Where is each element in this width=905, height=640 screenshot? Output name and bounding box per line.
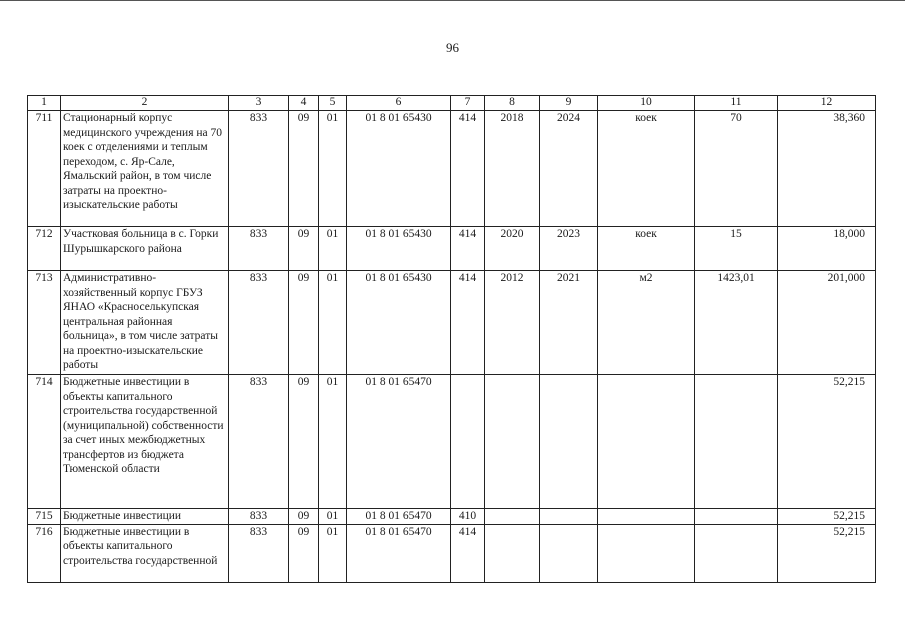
header-cell: 5 bbox=[319, 96, 347, 111]
cell-target-article: 01 8 01 65470 bbox=[347, 524, 451, 582]
row-number: 711 bbox=[28, 111, 61, 227]
cell-amount: 52,215 bbox=[778, 375, 876, 509]
page-number: 96 bbox=[446, 40, 459, 55]
cell-start-year: 2020 bbox=[485, 227, 540, 271]
header-cell: 11 bbox=[695, 96, 778, 111]
cell-capacity: 1423,01 bbox=[695, 271, 778, 375]
cell-subsection: 01 bbox=[319, 271, 347, 375]
cell-capacity: 15 bbox=[695, 227, 778, 271]
cell-end-year bbox=[540, 509, 598, 525]
cell-expense-type: 414 bbox=[451, 227, 485, 271]
cell-amount: 201,000 bbox=[778, 271, 876, 375]
cell-unit: коек bbox=[598, 227, 695, 271]
header-cell: 3 bbox=[229, 96, 289, 111]
header-cell: 6 bbox=[347, 96, 451, 111]
cell-target-article: 01 8 01 65430 bbox=[347, 227, 451, 271]
cell-end-year bbox=[540, 375, 598, 509]
row-number: 715 bbox=[28, 509, 61, 525]
header-cell: 7 bbox=[451, 96, 485, 111]
cell-section: 09 bbox=[289, 524, 319, 582]
cell-section: 09 bbox=[289, 375, 319, 509]
cell-end-year: 2024 bbox=[540, 111, 598, 227]
cell-start-year: 2012 bbox=[485, 271, 540, 375]
cell-end-year: 2021 bbox=[540, 271, 598, 375]
table-row bbox=[28, 227, 876, 271]
cell-capacity bbox=[695, 375, 778, 509]
header-cell: 4 bbox=[289, 96, 319, 111]
cell-capacity: 70 bbox=[695, 111, 778, 227]
header-row bbox=[28, 96, 876, 111]
row-name: Бюджетные инвестиции в объекты капитального строительства государственной (муниципальной) собственности за счет иных межбюджетных трансфертов из бюджета Тюменской области bbox=[61, 375, 229, 509]
cell-unit bbox=[598, 524, 695, 582]
cell-end-year: 2023 bbox=[540, 227, 598, 271]
cell-unit: м2 bbox=[598, 271, 695, 375]
cell-expense-type: 414 bbox=[451, 524, 485, 582]
cell-ministry: 833 bbox=[229, 271, 289, 375]
cell-end-year bbox=[540, 524, 598, 582]
header-cell: 1 bbox=[28, 96, 61, 111]
cell-subsection: 01 bbox=[319, 111, 347, 227]
table-row bbox=[28, 509, 876, 525]
row-name: Административно-хозяйственный корпус ГБУЗ ЯНАО «Красноселькупская центральная районная больница», в том числе затраты на проектно-изыскательские работы bbox=[61, 271, 229, 375]
cell-start-year: 2018 bbox=[485, 111, 540, 227]
row-number: 716 bbox=[28, 524, 61, 582]
row-name: Участковая больница в с. Горки Шурышкарского района bbox=[61, 227, 229, 271]
cell-expense-type: 410 bbox=[451, 509, 485, 525]
table-row bbox=[28, 375, 876, 509]
cell-ministry: 833 bbox=[229, 524, 289, 582]
cell-capacity bbox=[695, 509, 778, 525]
cell-expense-type: 414 bbox=[451, 271, 485, 375]
cell-start-year bbox=[485, 509, 540, 525]
cell-ministry: 833 bbox=[229, 111, 289, 227]
cell-ministry: 833 bbox=[229, 509, 289, 525]
header-cell: 8 bbox=[485, 96, 540, 111]
header-cell: 9 bbox=[540, 96, 598, 111]
row-number: 714 bbox=[28, 375, 61, 509]
cell-subsection: 01 bbox=[319, 375, 347, 509]
cell-start-year bbox=[485, 375, 540, 509]
cell-subsection: 01 bbox=[319, 509, 347, 525]
cell-amount: 18,000 bbox=[778, 227, 876, 271]
table-row bbox=[28, 271, 876, 375]
row-name: Бюджетные инвестиции в объекты капитального строительства государственной bbox=[61, 524, 229, 582]
row-name: Стационарный корпус медицинского учреждения на 70 коек с отделениями и теплым переходом, с. Яр-Сале, Ямальский район, в том числе затраты на проектно-изыскательские работы bbox=[61, 111, 229, 227]
cell-target-article: 01 8 01 65430 bbox=[347, 271, 451, 375]
header-cell: 12 bbox=[778, 96, 876, 111]
cell-unit bbox=[598, 509, 695, 525]
cell-ministry: 833 bbox=[229, 227, 289, 271]
cell-section: 09 bbox=[289, 271, 319, 375]
cell-capacity bbox=[695, 524, 778, 582]
cell-unit: коек bbox=[598, 111, 695, 227]
cell-subsection: 01 bbox=[319, 524, 347, 582]
cell-expense-type: 414 bbox=[451, 111, 485, 227]
cell-subsection: 01 bbox=[319, 227, 347, 271]
budget-table bbox=[27, 95, 876, 583]
row-name: Бюджетные инвестиции bbox=[61, 509, 229, 525]
cell-start-year bbox=[485, 524, 540, 582]
cell-expense-type bbox=[451, 375, 485, 509]
cell-section: 09 bbox=[289, 227, 319, 271]
row-number: 713 bbox=[28, 271, 61, 375]
cell-target-article: 01 8 01 65430 bbox=[347, 111, 451, 227]
cell-section: 09 bbox=[289, 111, 319, 227]
cell-section: 09 bbox=[289, 509, 319, 525]
cell-amount: 52,215 bbox=[778, 509, 876, 525]
cell-target-article: 01 8 01 65470 bbox=[347, 509, 451, 525]
header-cell: 10 bbox=[598, 96, 695, 111]
header-cell: 2 bbox=[61, 96, 229, 111]
cell-unit bbox=[598, 375, 695, 509]
cell-target-article: 01 8 01 65470 bbox=[347, 375, 451, 509]
cell-amount: 52,215 bbox=[778, 524, 876, 582]
cell-amount: 38,360 bbox=[778, 111, 876, 227]
table-row bbox=[28, 524, 876, 582]
row-number: 712 bbox=[28, 227, 61, 271]
cell-ministry: 833 bbox=[229, 375, 289, 509]
table-row bbox=[28, 111, 876, 227]
top-rule bbox=[0, 0, 905, 1]
